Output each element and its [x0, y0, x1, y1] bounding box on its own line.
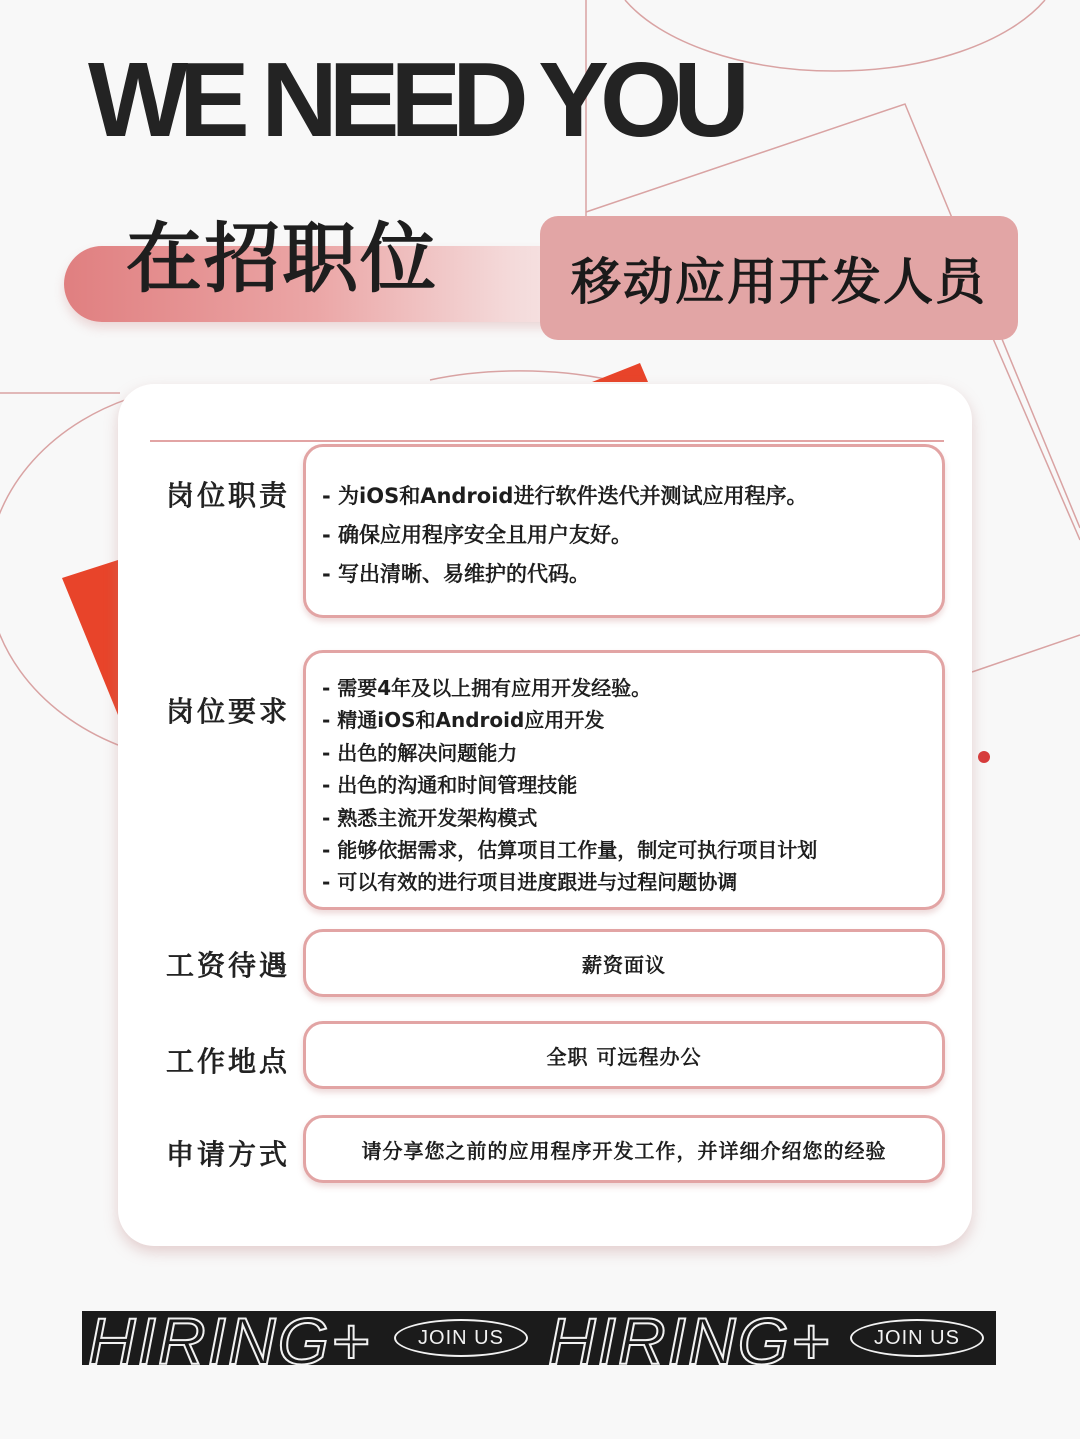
join-us-text: JOIN US: [874, 1326, 960, 1349]
join-us-text: JOIN US: [418, 1326, 504, 1349]
apply-label: 申请方式: [166, 1138, 291, 1171]
requirements-line: - 出色的沟通和时间管理技能: [322, 773, 578, 798]
join-us-badge[interactable]: [850, 1319, 984, 1357]
position-title: 移动应用开发人员: [571, 253, 987, 311]
apply-value: 请分享您之前的应用程序开发工作，并详细介绍您的经验: [361, 1138, 887, 1163]
requirements-line: - 出色的解决问题能力: [322, 740, 518, 765]
location-value: 全职 可远程办公: [546, 1044, 702, 1069]
red-dot: [978, 751, 990, 763]
duties-box: [303, 444, 945, 618]
position-box: [540, 216, 1018, 340]
requirements-list: [322, 672, 942, 899]
duties-list: [322, 477, 942, 594]
requirements-line: - 需要4年及以上拥有应用开发经验。: [322, 676, 652, 700]
hiring-banner: [82, 1311, 996, 1365]
lower-right-rule: [972, 635, 1080, 672]
salary-label: 工资待遇: [166, 949, 291, 982]
requirements-line: - 精通iOS和Android应用开发: [322, 708, 605, 733]
headline: WE NEED YOU: [88, 41, 741, 159]
location-box: [303, 1021, 945, 1089]
apply-box: [303, 1115, 945, 1183]
requirements-line: - 熟悉主流开发架构模式: [322, 805, 538, 830]
requirements-line: - 能够依据需求，估算项目工作量，制定可执行项目计划: [322, 838, 818, 863]
salary-box: [303, 929, 945, 997]
red-triangle-mid: [592, 363, 648, 382]
salary-value: 薪资面议: [582, 952, 666, 977]
hiring-text: HIRING+: [548, 1311, 832, 1365]
duties-line: - 为iOS和Android进行软件迭代并测试应用程序。: [322, 484, 808, 508]
location-label: 工作地点: [166, 1045, 291, 1078]
join-us-badge[interactable]: [394, 1319, 528, 1357]
duties-line: - 确保应用程序安全且用户友好。: [322, 523, 633, 547]
subtitle: 在招职位: [126, 214, 438, 303]
requirements-box: [303, 650, 945, 910]
right-rule: [985, 320, 1080, 540]
mid-arc: [430, 371, 610, 380]
card-divider: [150, 440, 944, 442]
hiring-text: HIRING+: [88, 1311, 372, 1365]
duties-label: 岗位职责: [166, 479, 291, 512]
duties-line: - 写出清晰、易维护的代码。: [322, 562, 591, 586]
requirements-label: 岗位要求: [166, 695, 291, 728]
requirements-line: - 可以有效的进行项目进度跟进与过程问题协调: [322, 870, 738, 895]
red-triangle-left: [62, 560, 118, 715]
